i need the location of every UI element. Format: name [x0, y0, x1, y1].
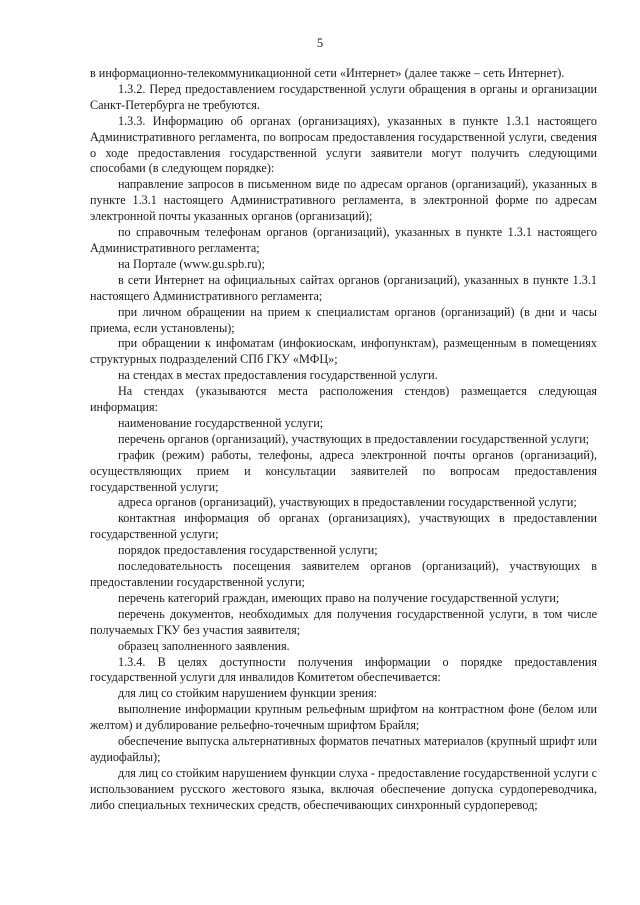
paragraph: адреса органов (организаций), участвующих в предоставлении государственной услуги;	[118, 495, 577, 510]
paragraph: образец заполненного заявления.	[118, 638, 290, 653]
paragraph: на Портале (www.gu.spb.ru);	[118, 256, 265, 271]
paragraph: порядок предоставления государственной услуги;	[118, 543, 378, 558]
paragraph: перечень категорий граждан, имеющих право на получение государственной услуги;	[118, 590, 560, 605]
paragraph: последовательность посещения заявителем органов (организаций), участвующих в предоставлении государственной услуги;	[90, 559, 597, 589]
paragraph: 1.3.3. Информацию об органах (организациях), указанных в пункте 1.3.1 настоящего Административного регламента, по вопросам предоставления государственной услуги, сведения о ходе предоставления государственной услуги заявители могут получить следующими способами (в следующем порядке):	[90, 113, 597, 176]
paragraph: перечень органов (организаций), участвующих в предоставлении государственной услуги;	[118, 431, 590, 446]
paragraph: наименование государственной услуги;	[118, 415, 324, 430]
paragraph: направление запросов в письменном виде по адресам органов (организаций), указанных в пункте 1.3.1 настоящего Административного регламента, в электронной форме по адресам электронной почты указанных органов (организаций);	[90, 177, 597, 224]
paragraph: на стендах в местах предоставления государственной услуги.	[118, 368, 438, 383]
paragraph: На стендах (указываются места расположения стендов) размещается следующая информация:	[90, 384, 597, 415]
paragraph: контактная информация об органах (организациях), участвующих в предоставлении государственной услуги;	[90, 511, 597, 542]
paragraph: для лиц со стойким нарушением функции зрения:	[118, 686, 378, 701]
paragraph: обеспечение выпуска альтернативных форматов печатных материалов (крупный шрифт или аудиофайлы);	[90, 734, 597, 764]
paragraph: 1.3.2. Перед предоставлением государственной услуги обращения в органы и организации Санкт-Петербурга не требуются.	[90, 81, 597, 112]
page-number: 5	[316, 36, 324, 50]
paragraph: при обращении к инфоматам (инфокиоскам, инфопунктам), размещенным в помещениях структурных подразделений СПб ГКУ «МФЦ»;	[90, 336, 597, 367]
paragraph: выполнение информации крупным рельефным шрифтом на контрастном фоне (белом или желтом) и дублирование рельефно-точечным шрифтом Брайля;	[90, 702, 597, 733]
paragraph: при личном обращении на прием к специалистам органов (организаций) (в дни и часы приема, если установлены);	[90, 304, 597, 335]
paragraph: перечень документов, необходимых для получения государственной услуги, в том числе получаемых ГКУ без участия заявителя;	[90, 606, 597, 637]
paragraph: в информационно-телекоммуникационной сети «Интернет» (далее также – сеть Интернет).	[90, 66, 565, 80]
paragraph: 1.3.4. В целях доступности получения информации о порядке предоставления государственной услуги для инвалидов Комитетом обеспечивается:	[90, 654, 597, 685]
paragraph: для лиц со стойким нарушением функции слуха - предоставление государственной услуги с использованием русского жестового языка, включая обеспечение допуска сурдопереводчика, либо специальных технических средств, обеспечивающих синхронный сурдоперевод;	[90, 765, 597, 812]
paragraph: по справочным телефонам органов (организаций), указанных в пункте 1.3.1 настоящего Административного регламента;	[90, 225, 597, 255]
paragraph: график (режим) работы, телефоны, адреса электронной почты органов (организаций), осуществляющих прием и консультации заявителей по вопросам предоставления государственной услуги;	[90, 447, 597, 494]
paragraph: в сети Интернет на официальных сайтах органов (организаций), указанных в пункте 1.3.1 настоящего Административного регламента;	[90, 272, 597, 303]
document-body	[90, 66, 597, 814]
